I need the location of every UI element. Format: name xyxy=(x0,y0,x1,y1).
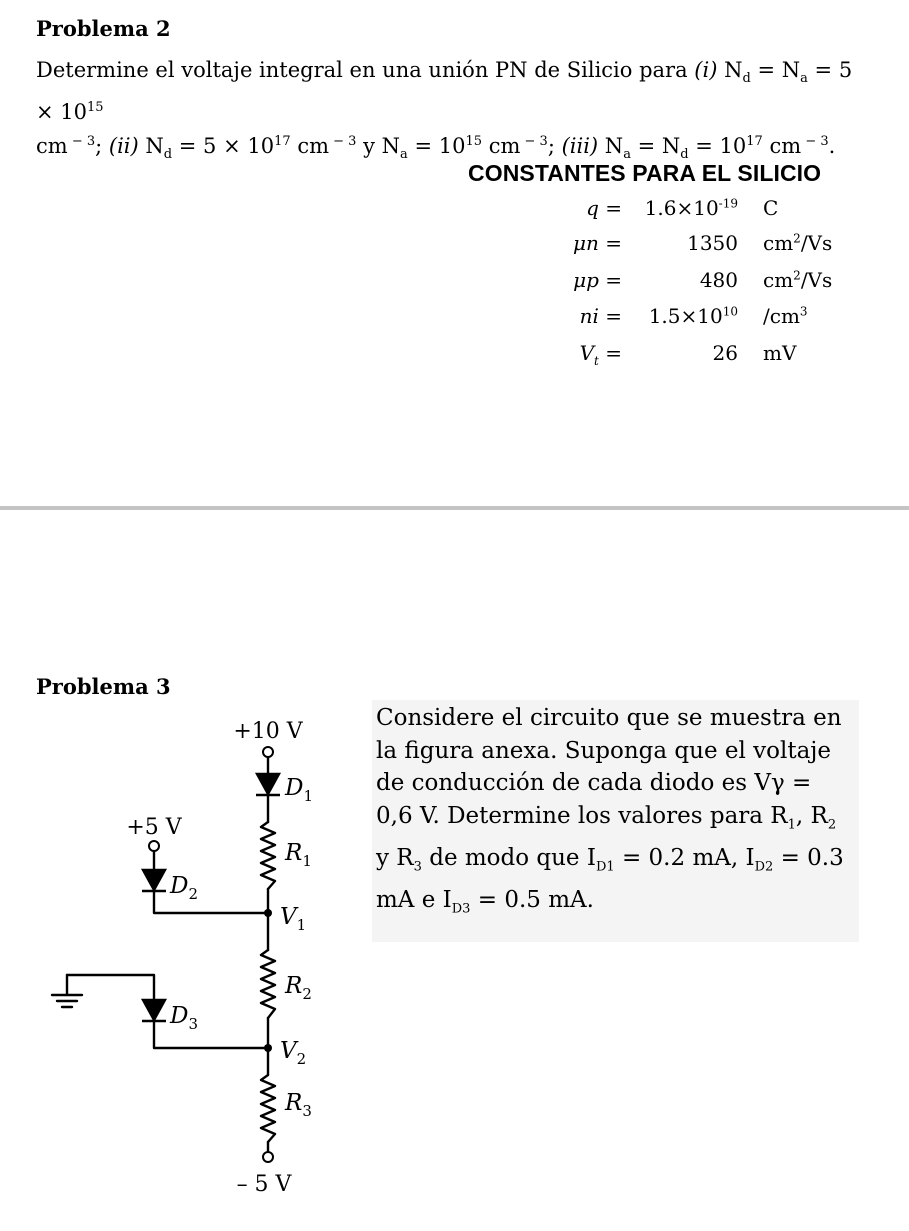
constant-row-mun: μn = 1350 $cm^2/Vs$ xyxy=(573,231,833,255)
label-d1: $D_1$ xyxy=(285,775,313,805)
label-minus5v: – 5 V xyxy=(236,1172,292,1197)
label-v2: $V_2$ xyxy=(280,1038,307,1068)
problem-2-statement: Determine el voltaje integral en una unión PN de Silicio para (i) $N_d = N_a = 5 \times 10^{15}$ cm $^{- 3}$; (ii) $N_d = 5 \times 10^{17}$ cm $^{- 3}$ y $N_a = 10^{15}$ cm $^{- 3}$; (iii) $N_a = N_d = 10^{17}$ cm $^{- 3}$. xyxy=(36,58,853,163)
label-v1: $V_1$ xyxy=(280,904,307,934)
label-plus10v: +10 V xyxy=(233,719,303,744)
node-v2 xyxy=(264,1044,272,1052)
problem-3-statement-box xyxy=(372,700,859,942)
diode-d3 xyxy=(143,1000,165,1020)
constant-row-mup: μp = 480 $cm^2/Vs$ xyxy=(573,268,833,292)
diode-d2 xyxy=(143,870,165,890)
terminal-plus10 xyxy=(263,747,273,757)
label-r1: $R_1$ xyxy=(285,840,312,870)
node-v1 xyxy=(264,909,272,917)
circuit-diagram xyxy=(0,700,360,1210)
resistor-r3 xyxy=(261,1075,275,1142)
problem-2-title: Problema 2 xyxy=(36,16,171,41)
resistor-r1 xyxy=(261,822,275,889)
problem-3-statement: Considere el circuito que se muestra en la figura anexa. Suponga que el voltaje de conducción de cada diodo es Vγ = 0,6 V. Determine los valores para $R_1$, $R_2$ y $R_3$ de modo que $I_{D1} = 0.2$ mA, $I_{D2} = 0.3$ mA e $I_{D3} = 0.5$ mA. xyxy=(376,705,844,917)
constants-title: CONSTANTES PARA EL SILICIO xyxy=(468,160,822,186)
resistor-r2 xyxy=(261,950,275,1018)
section-divider xyxy=(0,506,909,510)
label-r2: $R_2$ xyxy=(285,973,312,1003)
problem-3-title: Problema 3 xyxy=(36,674,171,699)
label-d3: $D_3$ xyxy=(170,1003,198,1033)
terminal-plus5 xyxy=(149,841,159,851)
label-r3: $R_3$ xyxy=(285,1090,312,1120)
wire-ground-d3 xyxy=(67,975,154,1000)
constant-row-ni: ni = $1.5\times 10^{10}$ $/cm^3$ xyxy=(579,304,808,328)
terminal-minus5 xyxy=(263,1152,273,1162)
constant-row-vt: $V_t$ = 26 mV xyxy=(579,341,797,368)
label-plus5v: +5 V xyxy=(126,815,182,840)
constant-row-q: q = $1.6\times 10^{-19}$ C xyxy=(586,196,779,220)
diode-d1 xyxy=(257,774,279,794)
label-d2: $D_2$ xyxy=(170,873,198,903)
